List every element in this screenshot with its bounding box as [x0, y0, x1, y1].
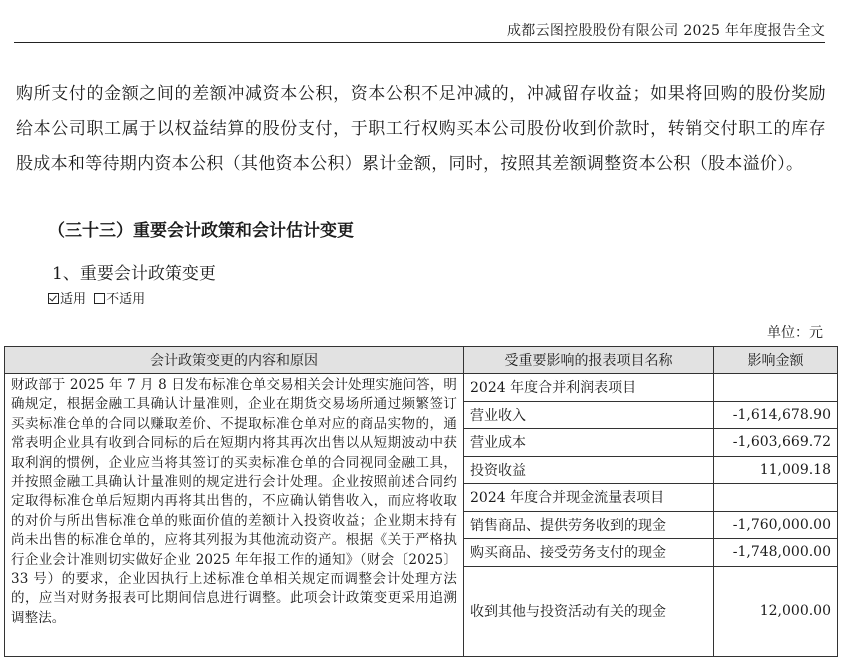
report-title: 成都云图控股股份有限公司 2025 年年度报告全文 — [506, 23, 825, 39]
sub-title: 1、重要会计政策变更 — [52, 264, 216, 284]
table-header-row — [5, 347, 838, 374]
header-change-content: 会计政策变更的内容和原因 — [5, 347, 464, 374]
row-item: 投资收益 — [464, 456, 714, 484]
table-row — [5, 374, 838, 402]
row-item: 营业收入 — [464, 401, 714, 429]
row-item: 销售商品、提供劳务收到的现金 — [464, 511, 714, 539]
option-applicable-label: 适用 — [60, 292, 87, 307]
row-item: 收到其他与投资活动有关的现金 — [464, 566, 714, 656]
change-description: 财政部于 2025 年 7 月 8 日发布标准仓单交易相关会计处理实施问答，明确规定，根据金融工具确认计量准则，企业在期货交易场所通过频繁签订买卖标准仓单的合同以赚取差价、不提取标准仓单对应的商品实物的，通常表明企业具有收到合同标的后在短期内将其再次出售以从短期波动中获取利润的惯例，企业应当将其签订的买卖标准仓单的合同视同金融工具，并按照金融工具确认计量准则的规定进行会计处理。企业按照前述合同约定取得标准仓单后短期内再将其出售的，不应确认销售收入，而应将收取的对价与所出售标准仓单的账面价值的差额计入投资收益；企业期末持有尚未出售的标准仓单的，应将其列报为其他流动资产。根据《关于严格执行企业会计准则切实做好企业 2025 年年报工作的通知》（财会〔2025〕33 号）的要求，企业因执行上述标准仓单相关规定而调整会计处理方法的，应当对财务报表可比期间信息进行调整。此项会计政策变更采用追溯调整法。 — [5, 374, 464, 657]
row-amount: -1,748,000.00 — [714, 539, 838, 567]
section-title: （三十三）重要会计政策和会计估计变更 — [48, 221, 354, 241]
row-item: 购买商品、接受劳务支付的现金 — [464, 539, 714, 567]
option-not-applicable[interactable] — [94, 288, 145, 307]
row-amount — [714, 484, 838, 512]
row-item: 营业成本 — [464, 429, 714, 457]
row-amount: 12,000.00 — [714, 566, 838, 656]
row-amount: -1,614,678.90 — [714, 401, 838, 429]
option-applicable[interactable] — [48, 288, 86, 307]
policy-change-table — [4, 346, 838, 657]
row-amount: -1,603,669.72 — [714, 429, 838, 457]
unchecked-checkbox-icon[interactable] — [94, 293, 105, 304]
header-impact-amount: 影响金额 — [714, 347, 838, 374]
option-not-applicable-label: 不适用 — [106, 292, 146, 307]
checked-checkbox-icon[interactable] — [48, 293, 59, 304]
header-affected-item: 受重要影响的报表项目名称 — [464, 347, 714, 374]
body-paragraph: 购所支付的金额之间的差额冲减资本公积，资本公积不足冲减的，冲减留存收益；如果将回购的股份奖励给本公司职工属于以权益结算的股份支付，于职工行权购买本公司股份收到价款时，转销交付职工的库存股成本和等待期内资本公积（其他资本公积）累计金额，同时，按照其差额调整资本公积（股本溢价）。 — [16, 84, 826, 174]
row-amount: 11,009.18 — [714, 456, 838, 484]
row-item: 2024 年度合并现金流量表项目 — [464, 484, 714, 512]
row-amount: -1,760,000.00 — [714, 511, 838, 539]
row-amount — [714, 374, 838, 402]
row-item: 2024 年度合并利润表项目 — [464, 374, 714, 402]
applicability-options — [48, 288, 149, 307]
unit-label: 单位：元 — [767, 325, 823, 341]
page-header — [14, 0, 825, 43]
